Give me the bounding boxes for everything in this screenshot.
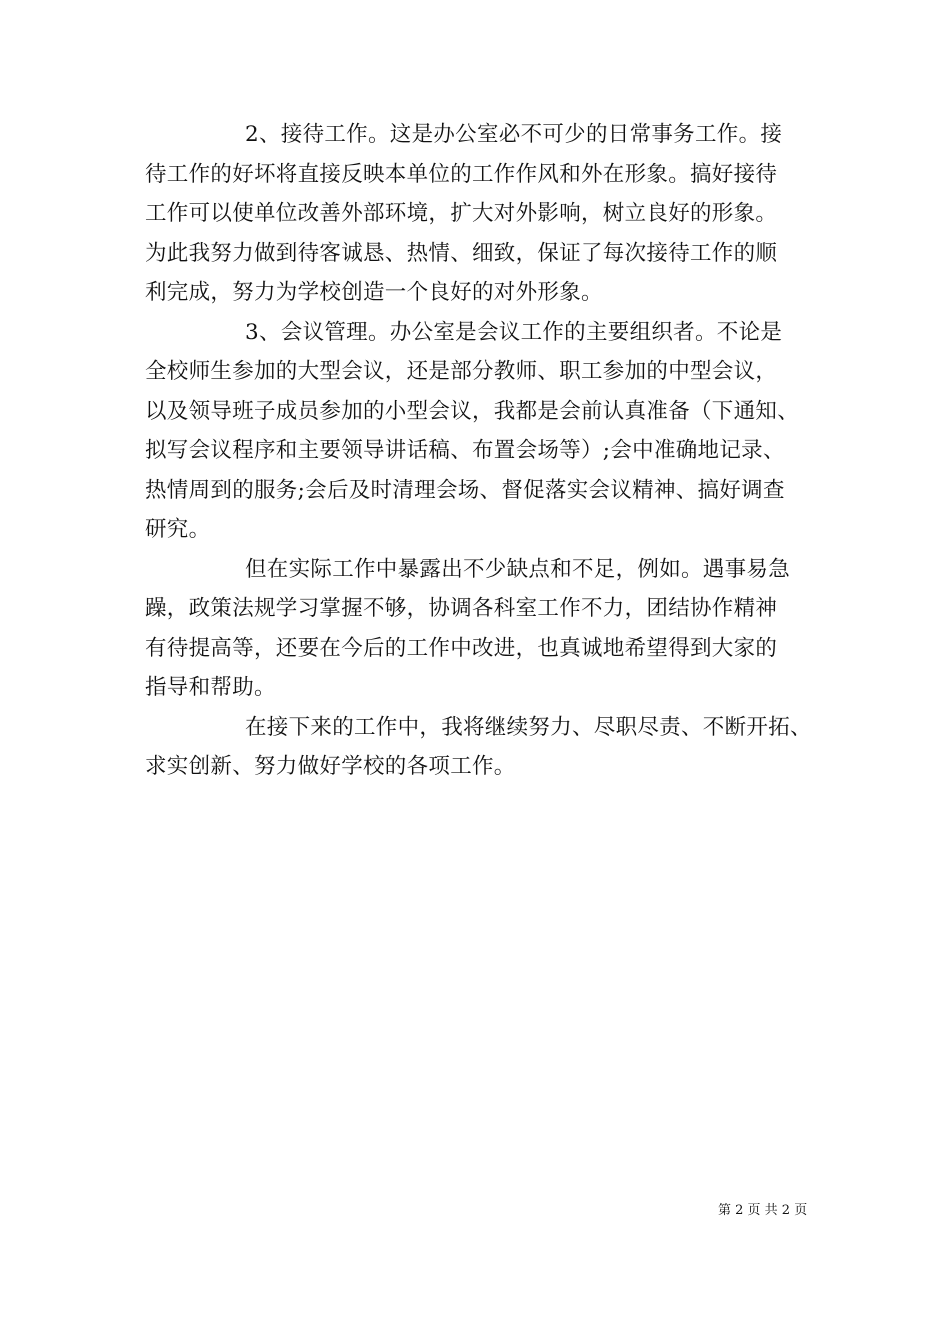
paragraph-2-line-1: 3、会议管理。办公室是会议工作的主要组织者。不论是 [245, 320, 783, 345]
paragraph-2-line-6: 研究。 [145, 517, 211, 542]
paragraph-3-line-4: 指导和帮助。 [145, 675, 276, 700]
paragraph-2-line-3: 以及领导班子成员参加的小型会议，我都是会前认真准备（下通知、 [145, 399, 800, 424]
paragraph-1-line-5: 利完成，努力为学校创造一个良好的对外形象。 [145, 280, 603, 305]
paragraph-3-line-3: 有待提高等，还要在今后的工作中改进，也真诚地希望得到大家的 [145, 636, 778, 661]
paragraph-2-line-4: 拟写会议程序和主要领导讲话稿、布置会场等）;会中准确地记录、 [145, 438, 785, 463]
paragraph-1-line-1: 2、接待工作。这是办公室必不可少的日常事务工作。接 [245, 122, 783, 147]
paragraph-4-line-1: 在接下来的工作中，我将继续努力、尽职尽责、不断开拓、 [245, 715, 812, 740]
paragraph-2-line-2: 全校师生参加的大型会议，还是部分教师、职工参加的中型会议， [145, 359, 778, 384]
paragraph-3-line-2: 躁，政策法规学习掌握不够，协调各科室工作不力，团结协作精神 [145, 596, 778, 621]
paragraph-1-line-2: 待工作的好坏将直接反映本单位的工作作风和外在形象。搞好接待 [145, 162, 778, 187]
paragraph-4-line-2: 求实创新、努力做好学校的各项工作。 [145, 754, 516, 779]
paragraph-3-line-1: 但在实际工作中暴露出不少缺点和不足，例如。遇事易急 [245, 557, 791, 582]
paragraph-1-line-4: 为此我努力做到待客诚恳、热情、细致，保证了每次接待工作的顺 [145, 241, 778, 266]
paragraph-2-line-5: 热情周到的服务;会后及时清理会场、督促落实会议精神、搞好调查 [145, 478, 785, 503]
page-number-footer: 第 2 页 共 2 页 [718, 1203, 808, 1218]
paragraph-1-line-3: 工作可以使单位改善外部环境，扩大对外影响，树立良好的形象。 [145, 201, 778, 226]
